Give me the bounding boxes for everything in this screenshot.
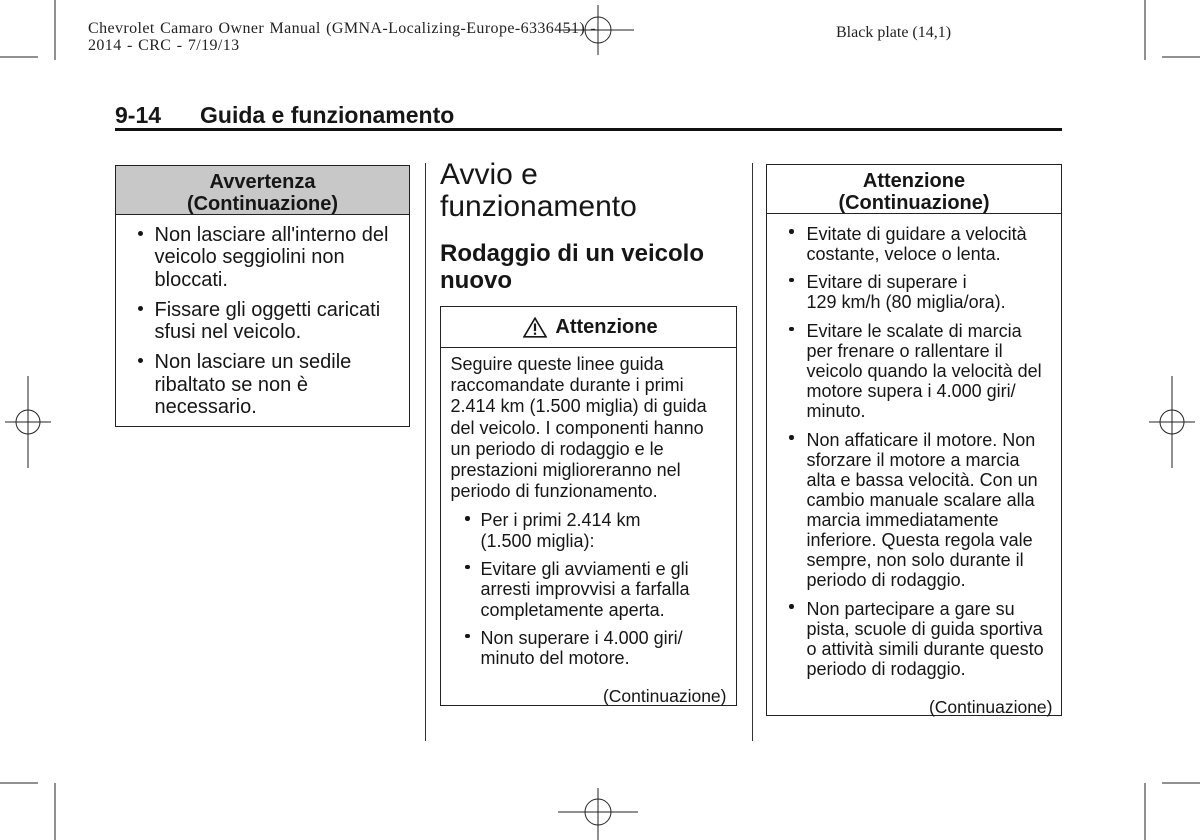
registration-mark-right	[1149, 376, 1195, 468]
print-slug-line-2: 2014 - CRC - 7/19/13	[88, 36, 240, 54]
list-item-text: Non lasciare all'interno del veicolo seggiolini non bloccati.	[154, 223, 389, 291]
caution-bullet-list	[465, 510, 707, 669]
warning-box-header	[116, 166, 409, 215]
bullet-dot	[465, 565, 470, 570]
warning-bullet-list	[138, 224, 388, 427]
section-title: Guida e funzionamento	[200, 102, 455, 128]
bullet-dot	[138, 231, 143, 236]
subsection-heading: Rodaggio di un veicolo nuovo	[440, 239, 704, 294]
list-item-text: Evitare di superare i 129 km/h (80 miglia/ora).	[806, 272, 1006, 313]
bullet-dot	[789, 435, 794, 440]
bullet-dot	[138, 358, 143, 363]
list-item-text: Evitare gli avviamenti e gli arresti improvvisi a farfalla completamente aperta.	[480, 558, 690, 620]
warning-box-title: Avvertenza	[209, 170, 316, 193]
list-item-text: Fissare gli oggetti caricati sfusi nel veicolo.	[154, 298, 381, 343]
caution-box-body	[451, 354, 707, 676]
registration-circle	[16, 410, 40, 434]
continued-label: (Continuazione)	[928, 697, 1053, 717]
caution-box-continued-title: Attenzione	[862, 169, 966, 192]
list-item-text: Non affaticare il motore. Non sforzare il motore a marcia alta e bassa velocità. Con un cambio manuale scalare alla marcia immediatamente inferiore. Questa regola vale sempre, non solo durante il periodo di rodaggio.	[806, 429, 1038, 590]
list-item	[138, 351, 388, 419]
list-item-text: Per i primi 2.414 km (1.500 miglia):	[480, 510, 641, 551]
print-slug	[88, 20, 596, 54]
page-number: 9-14	[115, 102, 162, 128]
list-item-text: Evitare le scalate di marcia per frenare o rallentare il veicolo quando la velocità del motore supera i 4.000 giri/ minuto.	[806, 321, 1042, 422]
caution-box-continued	[766, 164, 1062, 716]
list-item	[465, 559, 707, 621]
list-item	[789, 224, 1044, 264]
list-item-text: Non lasciare un sedile ribaltato se non è necessario.	[154, 351, 352, 418]
warning-box-subtitle: (Continuazione)	[186, 192, 339, 215]
caution-intro-paragraph: Seguire queste linee guida raccomandate durante i primi 2.414 km (1.500 miglia) di guida del veicolo. I componenti hanno un periodo di rodaggio e le prestazioni miglioreranno nel periodo di funzionamento.	[450, 354, 707, 502]
warning-box-continued	[115, 165, 410, 427]
registration-circle	[585, 799, 611, 825]
bullet-dot	[789, 229, 794, 234]
caution-continued-bullet-list	[789, 224, 1044, 688]
list-item	[465, 510, 707, 551]
list-item-text: Evitate di guidare a velocità costante, veloce o lenta.	[806, 223, 1027, 264]
caution-box-title: Attenzione	[555, 316, 658, 338]
chapter-heading: Avvio e funzionamento	[440, 158, 637, 223]
list-item	[789, 272, 1044, 312]
caution-box-header	[441, 307, 736, 348]
list-item	[789, 430, 1044, 590]
section-rule	[115, 128, 1062, 131]
caution-box-continued-header	[767, 165, 1061, 214]
list-item	[138, 299, 388, 344]
list-item	[465, 628, 707, 669]
caution-box	[440, 306, 737, 706]
list-item	[138, 224, 388, 292]
plate-label: Black plate (14,1)	[836, 23, 952, 41]
bullet-dot	[789, 327, 794, 332]
column-divider-left	[425, 163, 426, 741]
list-item-text: Non superare i 4.000 giri/ minuto del motore.	[480, 627, 683, 669]
registration-mark-left	[5, 376, 51, 468]
list-item-text: Non partecipare a gare su pista, scuole di guida sportiva o attività simili durante questo periodo di rodaggio.	[806, 598, 1044, 679]
bullet-dot	[138, 306, 143, 311]
warning-triangle-icon	[523, 317, 547, 338]
caution-box-continued-subtitle: (Continuazione)	[838, 191, 990, 214]
bullet-dot	[789, 604, 794, 609]
list-item	[789, 321, 1044, 421]
column-divider-right	[752, 163, 753, 741]
continued-label: (Continuazione)	[602, 685, 727, 706]
registration-mark-bottom	[558, 788, 638, 840]
bullet-dot	[789, 278, 794, 283]
registration-circle	[1160, 410, 1184, 434]
print-slug-line-1: Chevrolet Camaro Owner Manual (GMNA-Localizing-Europe-6336451) -	[88, 19, 597, 37]
bullet-dot	[465, 634, 470, 639]
bullet-dot	[465, 516, 470, 521]
list-item	[789, 599, 1044, 679]
